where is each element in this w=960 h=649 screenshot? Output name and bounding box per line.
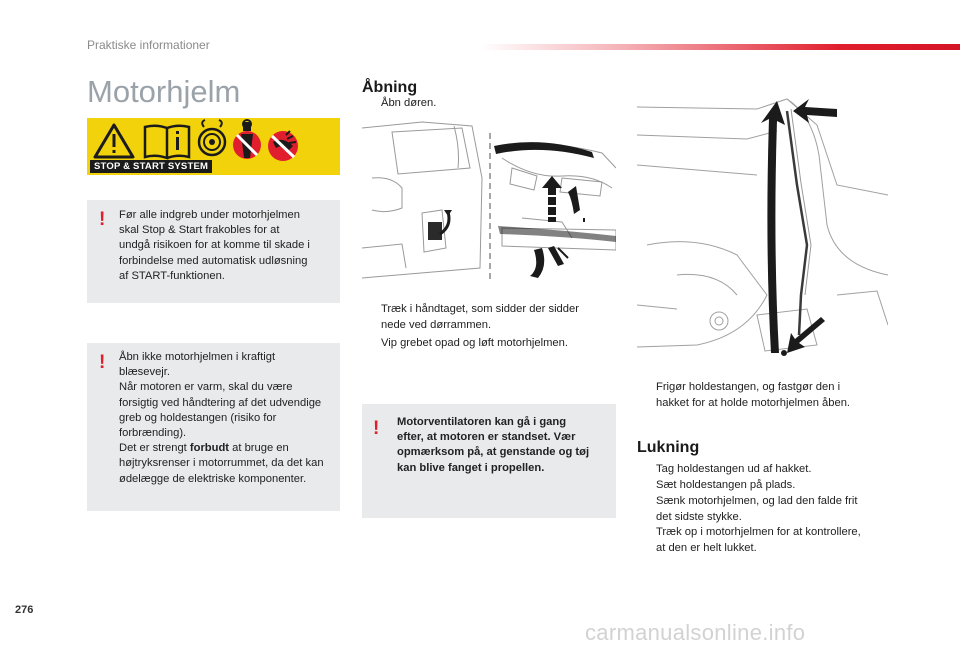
warning-line: Åbn ikke motorhjelmen i kraftigt bbox=[119, 351, 276, 363]
step-line: Frigør holdestangen, og fastgør den i bbox=[656, 381, 841, 393]
prop-rod-illustration bbox=[637, 95, 888, 369]
step-line: Træk op i motorhjelmen for at kontrollere, bbox=[656, 526, 861, 538]
warning-line: opmærksom på, at genstande og tøj bbox=[397, 446, 590, 459]
warning-line bbox=[119, 441, 337, 456]
page-title: Motorhjelm bbox=[87, 74, 241, 109]
warning-text-fan bbox=[397, 415, 612, 476]
closing-step-3 bbox=[637, 494, 889, 525]
no-hands-icon bbox=[233, 120, 261, 159]
step-line: nede ved dørrammen. bbox=[381, 318, 492, 331]
stop-start-sticker bbox=[87, 118, 340, 175]
closing-step-1 bbox=[637, 462, 889, 478]
warning-line: Når motoren er varm, skal du være bbox=[119, 381, 293, 394]
warning-text-wind bbox=[119, 350, 337, 487]
step-line: det sidste stykke. bbox=[656, 510, 742, 523]
warning-line: Før alle indgreb under motorhjelmen bbox=[119, 209, 300, 221]
step-text: Vip grebet opad og løft motorhjelmen. bbox=[381, 337, 568, 349]
step-text bbox=[637, 525, 889, 556]
warning-line: skal Stop & Start frakobles for at bbox=[119, 224, 280, 237]
step-text bbox=[362, 302, 616, 333]
warning-line: forbindelse med automatisk udløsning bbox=[119, 254, 308, 267]
warning-box-wind bbox=[87, 343, 340, 511]
step-line: at den er helt lukket. bbox=[656, 541, 757, 554]
step-text: Tag holdestangen ud af hakket. bbox=[656, 463, 812, 475]
opening-step-1 bbox=[362, 96, 612, 112]
opening-step-2 bbox=[362, 302, 616, 333]
warning-line: undgå risikoen for at komme til skade i bbox=[119, 239, 310, 252]
warning-box-fan bbox=[362, 404, 616, 518]
closing-title: Lukning bbox=[637, 439, 700, 456]
opening-step-3 bbox=[362, 336, 616, 352]
step-line: hakket for at holde motorhjelmen åben. bbox=[656, 396, 851, 409]
warning-line: forbrænding). bbox=[119, 427, 187, 440]
closing-step-4 bbox=[637, 525, 889, 556]
page-number: 276 bbox=[15, 604, 34, 616]
warning-line: kan blive fanget i propellen. bbox=[397, 461, 545, 474]
warning-mark: ! bbox=[99, 209, 106, 230]
opening-step-4 bbox=[637, 380, 889, 411]
warning-line: Motorventilatoren kan gå i gang bbox=[397, 416, 567, 428]
warning-box-stop-start bbox=[87, 200, 340, 303]
warning-emphasis: forbudt bbox=[189, 442, 230, 455]
bonnet-release-illustration bbox=[362, 118, 616, 288]
warning-line: greb og holdestangen (risiko for bbox=[119, 411, 277, 424]
fan-icon bbox=[199, 120, 225, 155]
step-line: Sænk motorhjelmen, og lad den falde frit bbox=[656, 495, 858, 507]
warning-mark: ! bbox=[373, 418, 380, 439]
warning-text-fragment: Det er strengt bbox=[119, 442, 190, 455]
warning-line: forsigtig ved håndtering af det udvendige bbox=[119, 396, 322, 409]
stop-start-badge: STOP & START SYSTEM bbox=[90, 160, 212, 173]
warning-line: højtryksrenser i motorrummet, da det kan bbox=[119, 457, 324, 470]
closing-step-2 bbox=[637, 478, 889, 494]
warning-mark: ! bbox=[99, 352, 106, 373]
step-text bbox=[637, 494, 889, 525]
header-accent-bar bbox=[480, 44, 960, 50]
step-text: Sæt holdestangen på plads. bbox=[656, 479, 796, 491]
no-hose-icon bbox=[268, 131, 298, 161]
warning-triangle-icon bbox=[95, 125, 133, 157]
manual-book-icon bbox=[145, 126, 189, 158]
step-line: Træk i håndtaget, som sidder der sidder bbox=[381, 303, 579, 315]
step-text: Åbn døren. bbox=[381, 97, 437, 109]
watermark: carmanualsonline.info bbox=[585, 620, 806, 645]
opening-title: Åbning bbox=[362, 79, 418, 96]
warning-text-stop-start bbox=[119, 208, 335, 284]
warning-line: efter, at motoren er standset. Vær bbox=[397, 431, 576, 444]
warning-line: ødelægge de elektriske komponenter. bbox=[119, 472, 307, 485]
step-text bbox=[637, 380, 889, 411]
warning-line: blæsevejr. bbox=[119, 366, 170, 379]
warning-text-fragment: at bruge en bbox=[229, 442, 289, 455]
section-label: Praktiske informationer bbox=[87, 38, 210, 52]
warning-line: af START-funktionen. bbox=[119, 269, 225, 282]
